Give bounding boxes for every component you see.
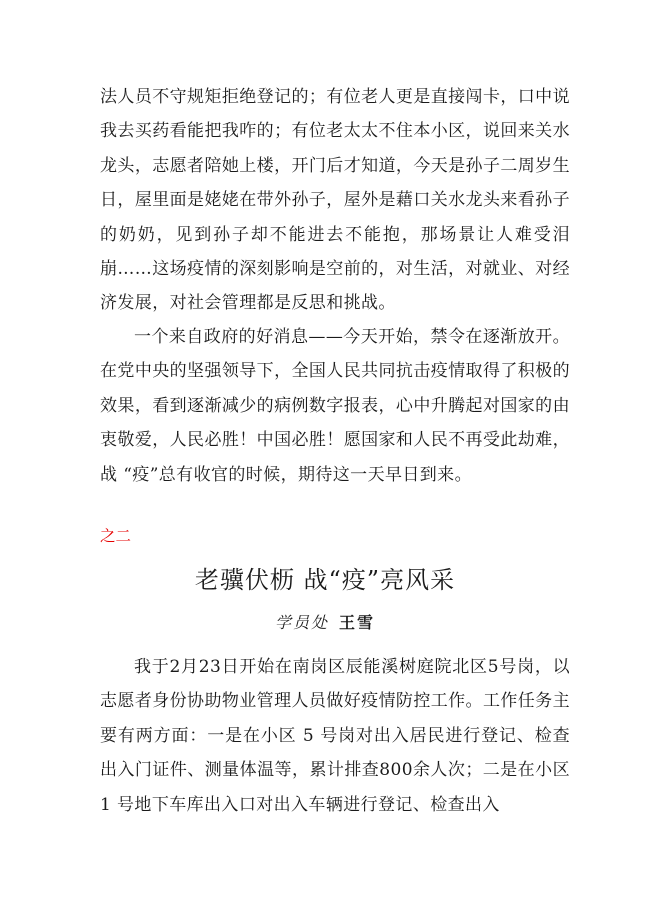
- body-paragraph-1: 法人员不守规矩拒绝登记的；有位老人更是直接闯卡，口中说我去买药看能把我咋的；有位老太太不住本小区，说回来关水龙头，志愿者陪她上楼，开门后才知道，今天是孙子二周岁生日，屋里面是姥姥在带外孙子，屋外是藉口关水龙头来看孙子的奶奶，见到孙子却不能进去不能抱，那场景让人难受泪崩……这场疫情的深刻影响是空前的，对生活，对就业、对经济发展，对社会管理都是反思和挑战。: [100, 87, 570, 314]
- body-paragraph-2: 一个来自政府的好消息——今天开始，禁令在逐渐放开。在党中央的坚强领导下，全国人民共同抗击疫情取得了积极的效果，看到逐渐减少的病例数字报表，心中升腾起对国家的由衷敬爱，人民必胜！中国必胜！愿国家和人民不再受此劫难，战 “疫”总有收官的时候，期待这一天早日到来。: [100, 327, 570, 485]
- byline: [0, 610, 650, 633]
- article-title: 老骥伏枥 战“疫”亮风采: [194, 566, 456, 594]
- body-paragraph-3: 我于2月23日开始在南岗区辰能溪树庭院北区5号岗，以志愿者身份协助物业管理人员做好疫情防控工作。工作任务主要有两方面：一是在小区 5 号岗对出入居民进行登记、检查出入门证件、测量体温等，累计排查800余人次；二是在小区 1 号地下车库出入口对出入车辆进行登记、检查出入: [100, 657, 570, 815]
- section-label: 之二: [100, 527, 132, 545]
- byline-department: 学员处: [274, 613, 329, 632]
- byline-author: 王雪: [339, 613, 376, 632]
